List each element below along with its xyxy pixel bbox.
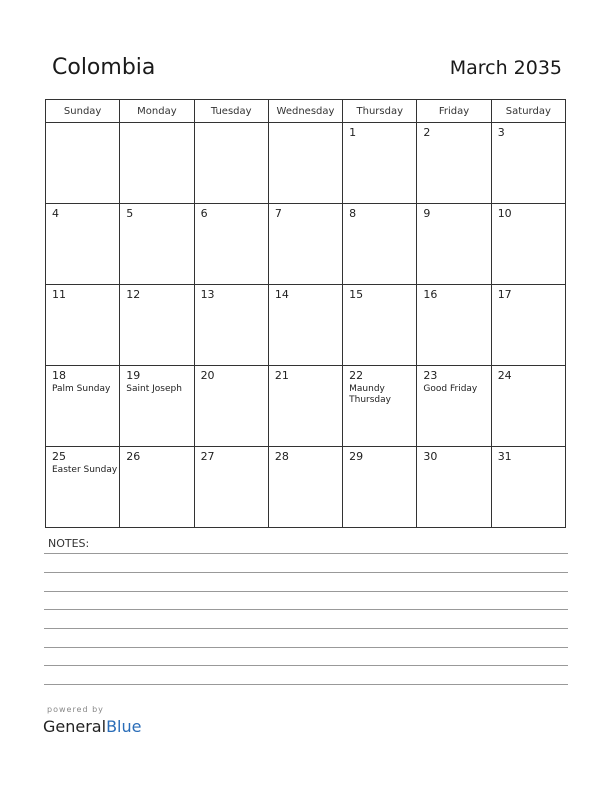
day-cell <box>491 285 565 366</box>
day-cell <box>491 366 565 447</box>
day-number: 23 <box>423 369 438 382</box>
day-cell <box>417 204 491 285</box>
day-cell <box>46 204 120 285</box>
brand-name-general: General <box>43 717 107 736</box>
calendar-grid <box>45 99 566 528</box>
day-number: 3 <box>497 126 505 139</box>
day-cell <box>120 204 194 285</box>
day-cell <box>491 123 565 204</box>
day-number: 19 <box>126 369 141 382</box>
day-cell <box>268 123 342 204</box>
day-cell <box>120 366 194 447</box>
day-cell <box>194 447 268 528</box>
day-cell <box>120 123 194 204</box>
month-year-title: March 2035 <box>449 57 562 79</box>
day-cell <box>417 123 491 204</box>
day-cell <box>120 447 194 528</box>
day-number: 20 <box>200 369 215 382</box>
holiday-label: Good Friday <box>423 384 478 394</box>
day-cell <box>268 285 342 366</box>
week-row <box>46 447 566 528</box>
day-number: 18 <box>52 369 66 382</box>
holiday-label: Maundy Thursday <box>349 384 391 405</box>
day-number: 7 <box>274 207 282 220</box>
weekday-header: Monday <box>120 100 194 123</box>
day-number: 30 <box>423 450 438 463</box>
day-cell <box>46 447 120 528</box>
day-number: 15 <box>349 288 364 301</box>
day-cell <box>343 204 417 285</box>
day-number: 31 <box>497 450 512 463</box>
day-cell <box>194 285 268 366</box>
day-cell <box>343 285 417 366</box>
day-cell <box>46 366 120 447</box>
day-number: 16 <box>423 288 438 301</box>
day-number: 11 <box>52 288 66 301</box>
country-title: Colombia <box>52 55 156 80</box>
weekday-header: Thursday <box>343 100 417 123</box>
weekday-header: Wednesday <box>268 100 342 123</box>
week-row <box>46 204 566 285</box>
day-number: 27 <box>200 450 215 463</box>
week-row <box>46 285 566 366</box>
weekday-header-row <box>46 100 566 123</box>
day-cell <box>491 204 565 285</box>
notes-line <box>44 572 568 573</box>
notes-line <box>44 665 568 666</box>
day-cell <box>268 447 342 528</box>
day-cell <box>417 366 491 447</box>
day-cell <box>46 123 120 204</box>
day-cell <box>491 447 565 528</box>
day-number: 28 <box>274 450 289 463</box>
day-number: 21 <box>274 369 289 382</box>
day-cell <box>120 285 194 366</box>
holiday-label: Easter Sunday <box>52 465 118 475</box>
day-number: 29 <box>349 450 364 463</box>
notes-line <box>44 684 568 685</box>
day-number: 9 <box>423 207 431 220</box>
weekday-header: Sunday <box>46 100 120 123</box>
weekday-header: Tuesday <box>194 100 268 123</box>
notes-line <box>44 553 568 554</box>
notes-line <box>44 591 568 592</box>
day-number: 1 <box>349 126 357 139</box>
day-number: 4 <box>52 207 59 220</box>
notes-line <box>44 628 568 629</box>
day-number: 14 <box>274 288 289 301</box>
week-row <box>46 123 566 204</box>
notes-line <box>44 609 568 610</box>
day-number: 8 <box>349 207 357 220</box>
day-number: 13 <box>200 288 215 301</box>
day-cell <box>343 447 417 528</box>
day-number: 12 <box>126 288 141 301</box>
day-number: 2 <box>423 126 431 139</box>
day-cell <box>268 204 342 285</box>
day-cell <box>268 366 342 447</box>
day-cell <box>194 204 268 285</box>
notes-line <box>44 647 568 648</box>
day-cell <box>417 447 491 528</box>
day-cell <box>194 366 268 447</box>
day-cell <box>417 285 491 366</box>
holiday-label: Palm Sunday <box>52 384 111 394</box>
day-number: 10 <box>497 207 512 220</box>
day-number: 22 <box>349 369 364 382</box>
week-row <box>46 366 566 447</box>
day-number: 6 <box>200 207 208 220</box>
notes-label: NOTES: <box>48 537 90 550</box>
weekday-header: Friday <box>417 100 491 123</box>
brand-logo <box>43 717 141 736</box>
day-number: 25 <box>52 450 66 463</box>
day-cell <box>343 123 417 204</box>
brand-name-blue: Blue <box>106 717 142 736</box>
day-cell <box>194 123 268 204</box>
powered-by-label: powered by <box>47 705 104 714</box>
day-cell <box>343 366 417 447</box>
day-number: 5 <box>126 207 134 220</box>
day-number: 24 <box>497 369 512 382</box>
holiday-label: Saint Joseph <box>126 384 182 394</box>
weekday-header: Saturday <box>491 100 565 123</box>
day-number: 26 <box>126 450 141 463</box>
day-cell <box>46 285 120 366</box>
day-number: 17 <box>497 288 512 301</box>
